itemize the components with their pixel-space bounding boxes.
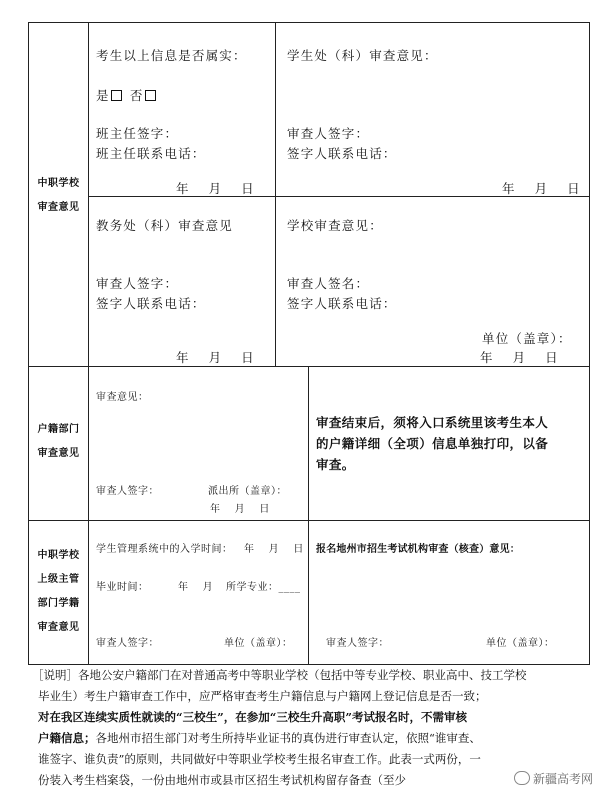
sec2-label (29, 418, 88, 466)
no-label: 否 (129, 88, 144, 103)
table-border-right (589, 22, 590, 665)
cell3-reviewer-phone: 签字人联系电话： (96, 296, 206, 311)
label-column-divider (88, 22, 89, 665)
sec2-label-line2: 审查意见 (37, 448, 80, 459)
cell2-reviewer-phone: 签字人联系电话： (287, 146, 397, 161)
cell3-date: 年 月 日 (176, 350, 255, 365)
table-border-top (28, 22, 590, 23)
note-line-4 (38, 728, 598, 749)
cell3-reviewer-sign: 审查人签字： (96, 276, 179, 291)
sec3-label-line1: 中职学校 (37, 550, 80, 561)
yes-checkbox[interactable] (111, 90, 122, 101)
note-line-2: 毕业生）考生户籍审查工作中，应严格审查考生户籍信息与户籍网上登记信息是否一致； (38, 689, 487, 703)
school-review-title: 学校审查意见： (287, 218, 383, 233)
cell4-reviewer-phone: 签字人联系电话： (287, 296, 397, 311)
yes-no-options (96, 86, 159, 104)
sec3-right-seal: 单位（盖章）： (486, 638, 555, 649)
household-print-instruction (316, 412, 584, 475)
sec1-label-line2: 审查意见 (37, 202, 80, 213)
note-line-3: 对在我区连续实质性就读的“三校生”，在参加“三校生升高职”考试报名时，不需审核 (38, 710, 467, 724)
sec2-col-divider (308, 366, 309, 520)
sec3-left-reviewer-sign: 审查人签字： (96, 638, 159, 649)
instruction-line-3: 审查。 (316, 457, 355, 472)
section-divider-1 (28, 366, 590, 367)
instruction-line-1: 审查结束后，须将入口系统里该考生本人 (316, 415, 549, 430)
cell2-date: 年 月 日 (502, 181, 581, 196)
enrollment-date: 年 月 日 (244, 544, 304, 555)
yes-label: 是 (96, 88, 110, 103)
no-checkbox[interactable] (145, 90, 156, 101)
sec3-label (29, 544, 88, 640)
sec2-label-line1: 户籍部门 (37, 424, 80, 435)
household-review-title: 审查意见： (96, 392, 149, 403)
wechat-icon (514, 771, 530, 785)
cell1-date: 年 月 日 (176, 181, 255, 196)
note-line-4-bold: 户籍信息； (38, 731, 96, 745)
enrollment-time-label: 学生管理系统中的入学时间： (96, 544, 233, 555)
household-reviewer-sign: 审查人签字： (96, 486, 159, 497)
class-teacher-phone: 班主任联系电话： (96, 146, 206, 161)
exam-authority-review-title: 报名地州市招生考试机构审查（核查）意见： (316, 544, 520, 555)
sec1-col-divider (275, 22, 276, 366)
sec3-col-divider (308, 520, 309, 665)
graduation-date: 年 月 (178, 582, 214, 593)
sec3-right-reviewer-sign: 审查人签字： (326, 638, 389, 649)
note-line-5: 谁签字、谁负责”的原则，共同做好中等职业学校考生报名审查工作。此表一式两份，一 (38, 752, 481, 766)
cell4-date: 年 月 日 (480, 350, 559, 365)
note-line-1: ［说明］各地公安户籍部门在对普通高考中等职业学校（包括中等专业学校、职业高中、技工学校 (32, 668, 527, 682)
household-date: 年 月 日 (210, 504, 270, 515)
instruction-line-2: 的户籍详细（全项）信息单独打印，以备 (316, 436, 549, 451)
sec1-label (29, 172, 88, 220)
police-station-seal: 派出所（盖章）： (208, 486, 287, 497)
sec3-label-line2: 上级主管 (37, 574, 80, 585)
verify-question: 考生以上信息是否属实： (96, 48, 247, 63)
class-teacher-sign: 班主任签字： (96, 126, 179, 141)
academic-office-title: 教务处（科）审查意见 (96, 218, 234, 233)
cell4-reviewer-sign: 审查人签名： (287, 276, 370, 291)
watermark-text: 新疆高考网 (532, 772, 593, 786)
sec3-left-seal: 单位（盖章）： (224, 638, 293, 649)
note-line-6: 份装入考生档案袋，一份由地州市或县市区招生考试机构留存备查（至少 (38, 773, 406, 787)
cell2-reviewer-sign: 审查人签字： (287, 126, 370, 141)
watermark (514, 770, 593, 787)
student-office-title: 学生处（科）审查意见： (287, 48, 438, 63)
cell4-seal: 单位（盖章）： (482, 331, 572, 346)
sec1-label-line1: 中职学校 (37, 178, 80, 189)
sec3-label-line4: 审查意见 (37, 622, 80, 633)
graduation-time-label: 毕业时间： (96, 582, 149, 593)
note-line-4-rest: 各地州市招生部门对考生所持毕业证书的真伪进行审查认定，依照“谁审查、 (95, 731, 481, 745)
major-field: 所学专业：____ (226, 582, 301, 593)
section-divider-2 (28, 520, 590, 521)
sec3-label-line3: 部门学籍 (37, 598, 80, 609)
